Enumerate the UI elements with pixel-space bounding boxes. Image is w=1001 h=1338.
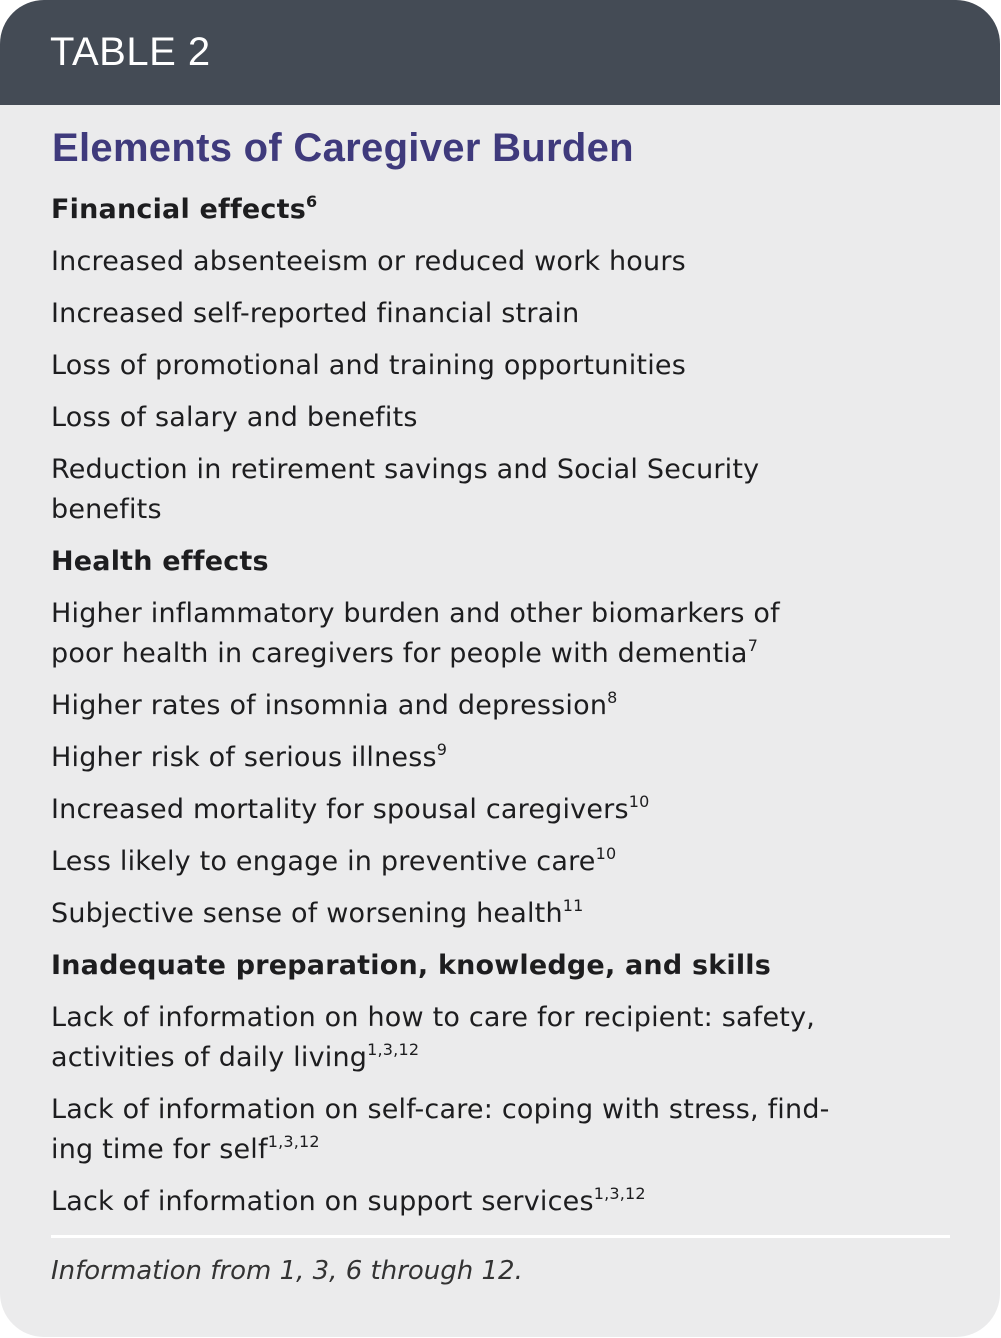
list-item xyxy=(51,998,931,1078)
table-body xyxy=(51,190,931,1234)
table-label: TABLE 2 xyxy=(50,30,211,74)
list-item xyxy=(51,346,931,386)
reference-superscript: 7 xyxy=(747,636,759,655)
table-title: Elements of Caregiver Burden xyxy=(52,126,634,170)
line-text xyxy=(51,738,931,778)
text: Increased mortality for spousal caregivers xyxy=(51,794,629,825)
line-text xyxy=(51,998,931,1038)
line-text xyxy=(51,594,931,634)
text: Reduction in retirement savings and Social Security xyxy=(51,454,760,485)
line-text xyxy=(51,398,931,438)
line-text xyxy=(51,1090,931,1130)
text: Financial effects xyxy=(51,194,306,225)
section-heading xyxy=(51,946,931,986)
line-text xyxy=(51,450,931,490)
list-item xyxy=(51,738,931,778)
list-item xyxy=(51,1182,931,1222)
line-text xyxy=(51,294,931,334)
text: ing time for self xyxy=(51,1134,268,1165)
line-text xyxy=(51,842,931,882)
line-text xyxy=(51,790,931,830)
reference-superscript: 10 xyxy=(595,844,617,863)
reference-superscript: 6 xyxy=(306,192,318,211)
divider xyxy=(51,1235,950,1238)
line-text xyxy=(51,542,931,582)
text: Increased self-reported financial strain xyxy=(51,298,580,329)
text: Higher rates of insomnia and depression xyxy=(51,690,608,721)
section-heading xyxy=(51,542,931,582)
list-item xyxy=(51,842,931,882)
line-text xyxy=(51,894,931,934)
reference-superscript: 1,3,12 xyxy=(593,1184,646,1203)
text: Lack of information on how to care for recipient: safety, xyxy=(51,1002,816,1033)
list-item xyxy=(51,294,931,334)
list-item xyxy=(51,894,931,934)
text: Lack of information on self-care: coping with stress, find- xyxy=(51,1094,830,1125)
text: poor health in caregivers for people with dementia xyxy=(51,638,748,669)
reference-superscript: 1,3,12 xyxy=(367,1040,420,1059)
line-text xyxy=(51,490,931,530)
text: benefits xyxy=(51,494,162,525)
line-text xyxy=(51,242,931,282)
reference-superscript: 9 xyxy=(436,740,448,759)
line-text xyxy=(51,190,931,230)
line-text xyxy=(51,686,931,726)
line-text xyxy=(51,1182,931,1222)
text: Lack of information on support services xyxy=(51,1186,594,1217)
text: Less likely to engage in preventive care xyxy=(51,846,596,877)
reference-superscript: 8 xyxy=(607,688,618,707)
list-item xyxy=(51,1090,931,1170)
section-heading xyxy=(51,190,931,230)
line-text xyxy=(51,346,931,386)
text: Increased absenteeism or reduced work hours xyxy=(51,246,686,277)
reference-superscript: 1,3,12 xyxy=(267,1132,320,1151)
line-text xyxy=(51,1130,931,1170)
text: Loss of promotional and training opportunities xyxy=(51,350,686,381)
reference-superscript: 10 xyxy=(628,792,650,811)
list-item xyxy=(51,450,931,530)
line-text xyxy=(51,634,931,674)
table-header xyxy=(0,0,1000,105)
line-text xyxy=(51,1038,931,1078)
list-item xyxy=(51,242,931,282)
list-item xyxy=(51,398,931,438)
text: Subjective sense of worsening health xyxy=(51,898,563,929)
line-text xyxy=(51,946,931,986)
list-item xyxy=(51,686,931,726)
text: Higher risk of serious illness xyxy=(51,742,437,773)
reference-superscript: 11 xyxy=(562,896,584,915)
text: Health effects xyxy=(51,546,269,577)
footnote: Information from 1, 3, 6 through 12. xyxy=(51,1256,523,1286)
list-item xyxy=(51,790,931,830)
list-item xyxy=(51,594,931,674)
text: Higher inflammatory burden and other biomarkers of xyxy=(51,598,780,629)
text: Loss of salary and benefits xyxy=(51,402,418,433)
text: Inadequate preparation, knowledge, and skills xyxy=(51,950,772,981)
text: activities of daily living xyxy=(51,1042,368,1073)
